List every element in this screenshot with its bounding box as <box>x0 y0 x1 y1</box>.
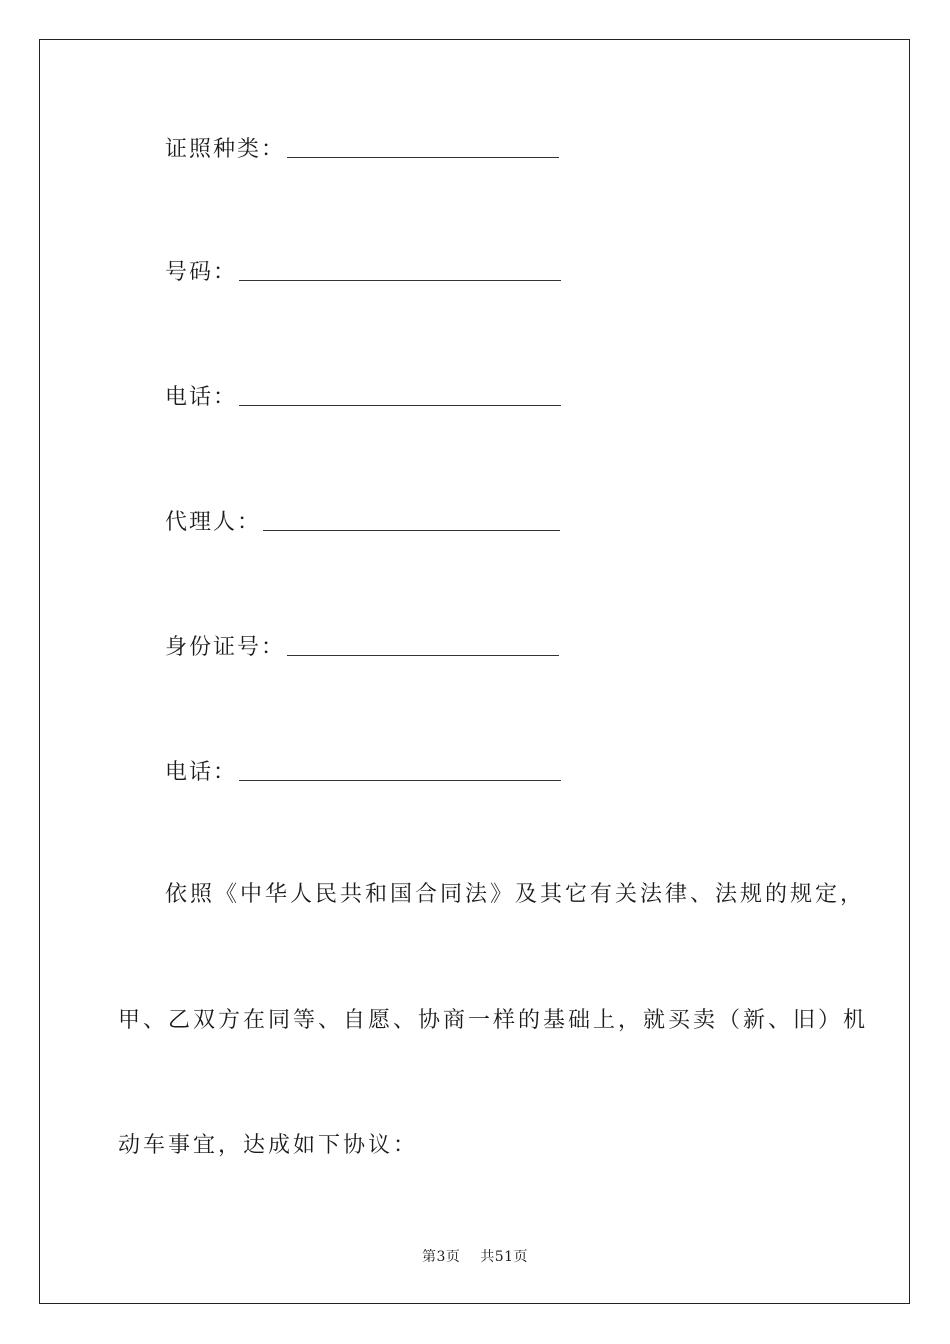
field-agent <box>165 506 560 536</box>
field-label: 电话： <box>165 385 238 410</box>
blank-line[interactable] <box>239 387 561 406</box>
blank-line[interactable] <box>263 512 560 531</box>
paragraph-line-2: 甲、乙双方在同等、自愿、协商一样的基础上，就买卖（新、旧）机 <box>118 1008 869 1033</box>
field-id-number <box>165 631 559 661</box>
paragraph-line-1: 依照《中华人民共和国合同法》及其它有关法律、法规的规定， <box>165 882 866 907</box>
field-phone-2 <box>165 756 561 786</box>
field-label: 电话： <box>165 760 238 785</box>
field-number <box>165 256 561 286</box>
current-page: 第3页 <box>421 1249 461 1265</box>
field-label: 身份证号： <box>165 635 286 660</box>
page-border <box>39 39 910 1304</box>
field-label: 证照种类： <box>165 137 286 162</box>
field-license-type <box>165 133 559 163</box>
blank-line[interactable] <box>239 262 561 281</box>
field-label: 代理人： <box>165 510 262 535</box>
page-footer <box>0 1246 950 1266</box>
blank-line[interactable] <box>239 762 561 781</box>
field-phone <box>165 381 561 411</box>
field-label: 号码： <box>165 260 238 285</box>
total-pages: 共51页 <box>480 1249 529 1265</box>
blank-line[interactable] <box>287 637 559 656</box>
blank-line[interactable] <box>287 139 559 158</box>
paragraph-line-3: 动车事宜，达成如下协议： <box>118 1133 419 1158</box>
